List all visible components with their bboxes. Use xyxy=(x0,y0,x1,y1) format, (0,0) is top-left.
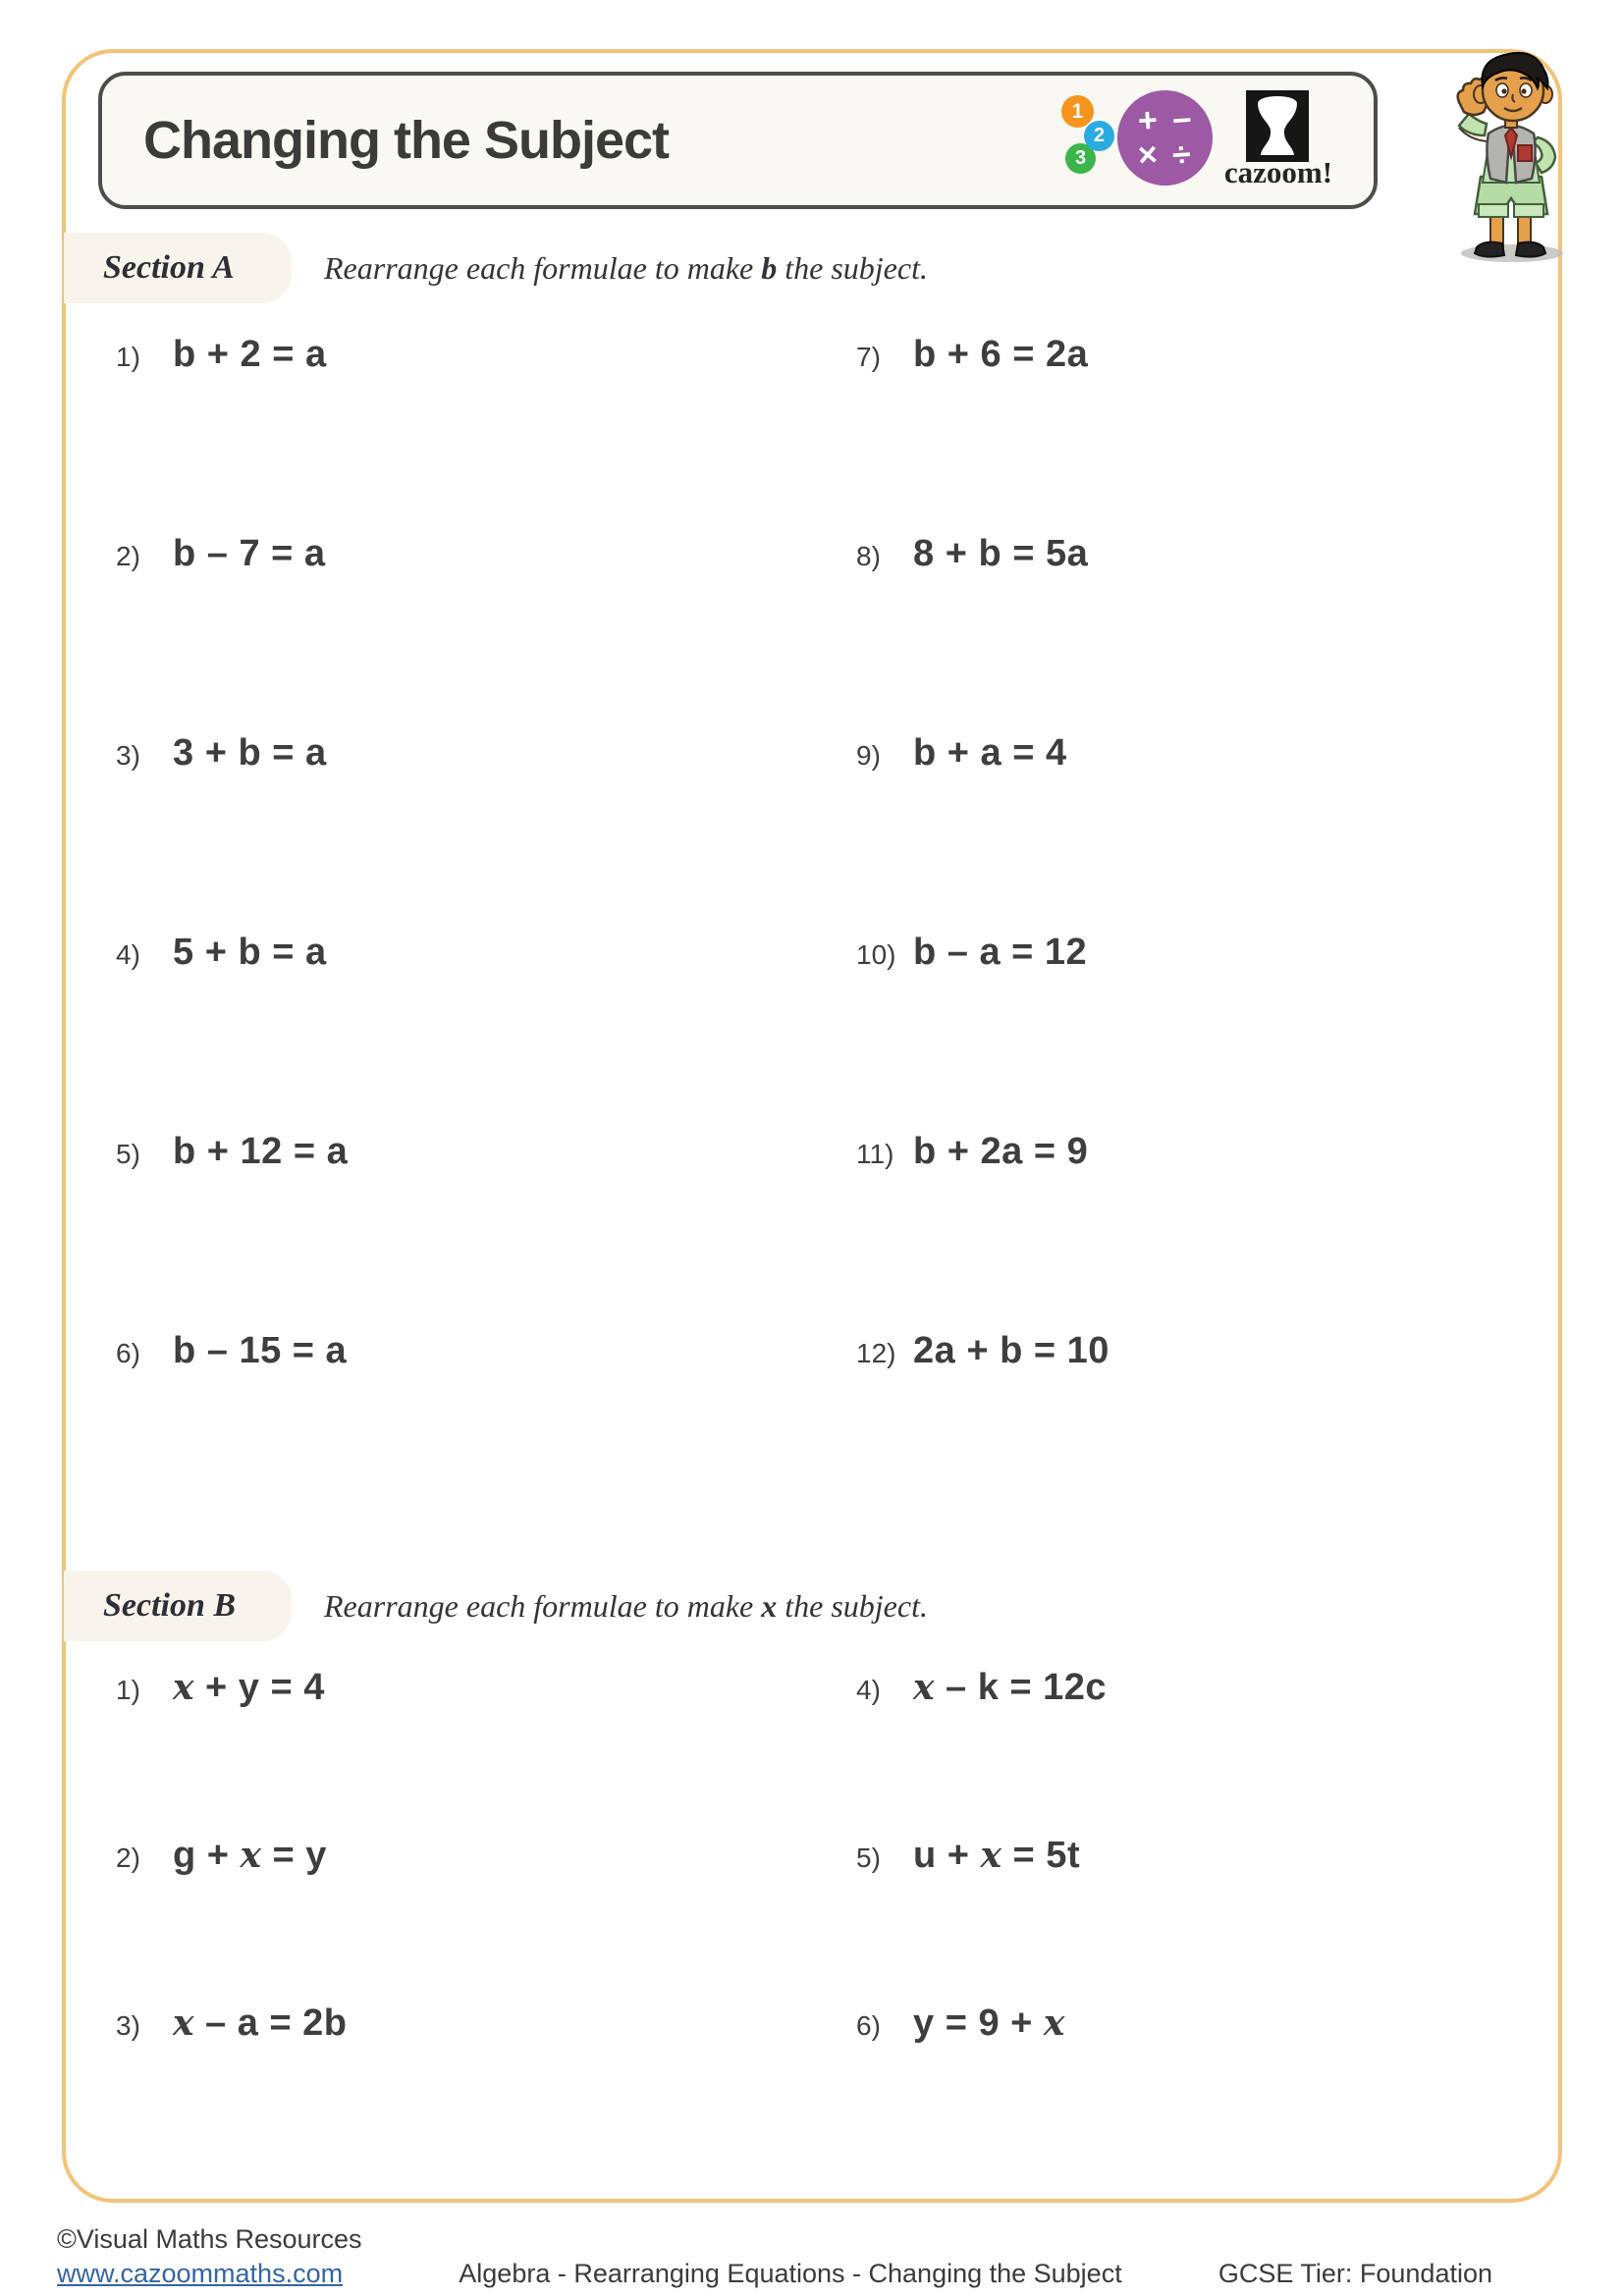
logo-number-1-icon: 1 xyxy=(1061,95,1094,128)
equation: 5 + b = a xyxy=(173,932,327,973)
equation: 3 + b = a xyxy=(173,732,327,774)
problem-row xyxy=(116,1835,348,2002)
problem-row xyxy=(856,1131,1110,1330)
subject-variable: b xyxy=(761,249,778,286)
problem-number: 4) xyxy=(856,1675,881,1705)
problem-row xyxy=(116,732,348,932)
problem-row xyxy=(856,732,1110,932)
section-a-instruction: Rearrange each formulae to make b the subject. xyxy=(324,249,928,286)
variable-x: x xyxy=(173,1667,194,1708)
equation: b – a = 12 xyxy=(913,932,1088,973)
cazoom-drum-icon xyxy=(1246,90,1309,162)
problem-row xyxy=(116,2002,348,2170)
equation: 8 + b = 5a xyxy=(913,533,1089,574)
section-b-column-right xyxy=(856,1667,1107,2170)
equation: b + 6 = 2a xyxy=(913,334,1089,375)
equation: g + x = y xyxy=(173,1835,327,1876)
problem-number: 2) xyxy=(116,541,140,571)
problem-number: 8) xyxy=(856,541,881,571)
problem-row xyxy=(856,533,1110,732)
equation: b + a = 4 xyxy=(913,732,1067,774)
equation: x + y = 4 xyxy=(173,1667,325,1708)
equation: b – 7 = a xyxy=(173,533,326,574)
problem-row xyxy=(856,2002,1107,2170)
logo-number-2-icon: 2 xyxy=(1084,121,1114,151)
problem-row xyxy=(116,932,348,1131)
problem-row xyxy=(856,1330,1110,1529)
variable-x: x xyxy=(1043,2002,1065,2044)
plus-icon: + xyxy=(1137,101,1160,140)
variable-x: x xyxy=(980,1835,1002,1876)
problem-number: 6) xyxy=(116,1338,140,1368)
cazoommaths-link[interactable]: www.cazoommaths.com xyxy=(57,2259,344,2288)
minus-icon: − xyxy=(1170,101,1193,140)
equation: x – a = 2b xyxy=(173,2002,348,2044)
section-b-instruction: Rearrange each formulae to make x the subject. xyxy=(324,1587,928,1624)
problem-number: 1) xyxy=(116,1675,140,1705)
equation: b – 15 = a xyxy=(173,1330,348,1371)
variable-x: x xyxy=(913,1667,935,1708)
equation: b + 2 = a xyxy=(173,334,327,375)
problem-number: 7) xyxy=(856,342,881,372)
mascot-boy-illustration xyxy=(1422,39,1597,267)
divide-icon: ÷ xyxy=(1171,135,1193,175)
math-operators-icon xyxy=(1117,90,1213,186)
problem-number: 10) xyxy=(856,939,896,970)
problem-number: 5) xyxy=(116,1139,140,1169)
variable-x: x xyxy=(240,1835,262,1876)
problem-number: 12) xyxy=(856,1338,896,1368)
problem-number: 3) xyxy=(116,740,140,771)
problem-row xyxy=(116,533,348,732)
problem-number: 2) xyxy=(116,1842,140,1873)
problem-row xyxy=(116,1131,348,1330)
gcse-tier-text: GCSE Tier: Foundation xyxy=(1218,2259,1492,2288)
copyright-text: ©Visual Maths Resources xyxy=(57,2224,362,2254)
problem-number: 1) xyxy=(116,342,140,372)
section-b-label: Section B xyxy=(103,1587,237,1624)
problem-number: 6) xyxy=(856,2010,881,2041)
problem-row xyxy=(856,1835,1107,2002)
section-b-pill xyxy=(64,1571,292,1641)
problem-row xyxy=(856,932,1110,1131)
problem-row xyxy=(116,1330,348,1529)
problem-row xyxy=(116,334,348,533)
problem-number: 5) xyxy=(856,1842,881,1873)
equation: 2a + b = 10 xyxy=(913,1330,1110,1371)
problem-row xyxy=(856,334,1110,533)
section-b-column-left xyxy=(116,1667,348,2170)
problem-row xyxy=(116,1667,348,1835)
worksheet-breadcrumb: Algebra - Rearranging Equations - Changing the Subject xyxy=(459,2259,1122,2288)
cazoom-brand-text: cazoom! xyxy=(1223,155,1333,189)
multiply-icon: × xyxy=(1137,135,1160,175)
variable-x: x xyxy=(173,2002,194,2044)
problem-row xyxy=(856,1667,1107,1835)
section-a-column-left xyxy=(116,334,348,1529)
logo-number-3-icon: 3 xyxy=(1065,143,1096,174)
problem-number: 3) xyxy=(116,2010,140,2041)
equation: y = 9 + x xyxy=(913,2002,1065,2044)
subject-variable: x xyxy=(761,1587,778,1624)
problem-number: 11) xyxy=(856,1139,894,1169)
section-a-label: Section A xyxy=(103,249,235,286)
equation: b + 12 = a xyxy=(173,1131,349,1172)
section-a-column-right xyxy=(856,334,1110,1529)
section-a-pill xyxy=(64,233,292,303)
equation: b + 2a = 9 xyxy=(913,1131,1089,1172)
equation: x – k = 12c xyxy=(913,1667,1108,1708)
page-title: Changing the Subject xyxy=(143,111,670,170)
equation: u + x = 5t xyxy=(913,1835,1081,1876)
problem-number: 9) xyxy=(856,740,881,771)
problem-number: 4) xyxy=(116,939,140,970)
